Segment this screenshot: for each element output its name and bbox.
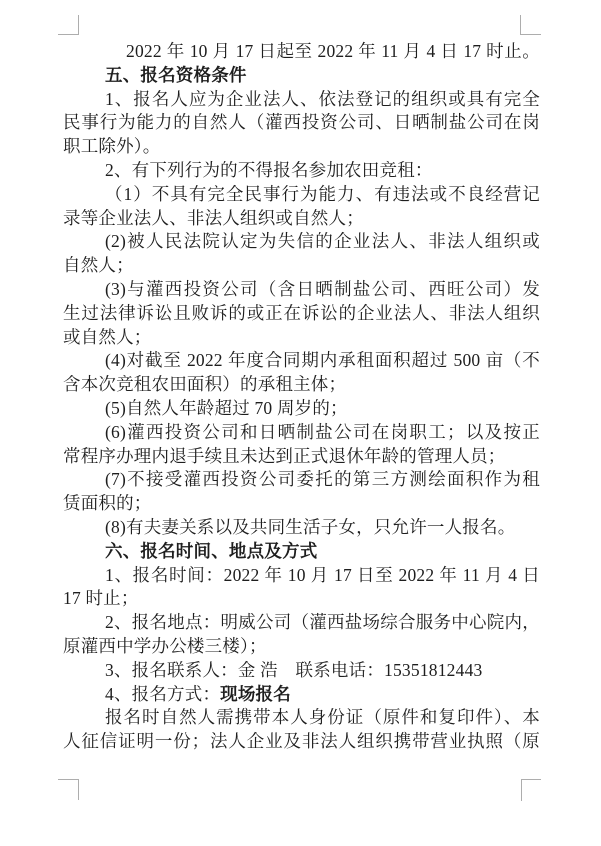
text-run: 六、报名时间、地点及方式 xyxy=(105,540,318,561)
text-line xyxy=(63,373,540,397)
text-run: 17 时止； xyxy=(63,588,139,609)
text-line xyxy=(63,111,540,135)
text-run: 人征信证明一份；法人企业及非法人组织携带营业执照（原 xyxy=(63,731,540,752)
document-body xyxy=(63,40,540,754)
text-line xyxy=(63,88,540,112)
text-run: 2022 年 10 月 17 日起至 2022 年 11 月 4 日 17 时止。 xyxy=(126,41,540,61)
text-line xyxy=(63,230,540,254)
text-line xyxy=(63,397,540,421)
text-run: 赁面积的； xyxy=(63,493,152,514)
text-run: 2、有下列行为的不得报名参加农田竞租： xyxy=(105,159,433,180)
text-run: 自然人； xyxy=(63,255,134,276)
text-line xyxy=(63,278,540,302)
text-line xyxy=(63,468,540,492)
text-line xyxy=(63,207,540,231)
text-line xyxy=(63,40,540,64)
text-run: 1、报名时间：2022 年 10 月 17 日至 2022 年 11 月 4 日 xyxy=(105,564,540,585)
text-line xyxy=(63,564,540,588)
text-line xyxy=(63,587,540,611)
text-run: 生过法律诉讼且败诉的或正在诉讼的企业法人、非法人组织 xyxy=(63,302,540,323)
crop-mark-top-right-icon xyxy=(520,15,541,35)
text-run: (5)自然人年龄超过 70 周岁的； xyxy=(105,397,348,418)
text-run: 五、报名资格条件 xyxy=(105,64,247,85)
text-run: 4、报名方式： xyxy=(105,683,221,704)
text-run: 民事行为能力的自然人（灌西投资公司、日晒制盐公司在岗 xyxy=(63,112,540,133)
text-run: 录等企业法人、非法人组织或自然人； xyxy=(63,207,364,228)
section-heading-5-qualifications xyxy=(63,64,540,88)
text-line xyxy=(63,706,540,730)
text-line xyxy=(63,516,540,540)
text-line xyxy=(63,492,540,516)
text-line xyxy=(63,445,540,469)
text-run: 或自然人； xyxy=(63,326,152,347)
text-run: (6)灌西投资公司和日晒制盐公司在岗职工；以及按正 xyxy=(105,421,540,442)
text-line xyxy=(63,611,540,635)
text-run: 原灌西中学办公楼三楼）； xyxy=(63,635,267,656)
text-line xyxy=(63,254,540,278)
crop-mark-bottom-right-icon xyxy=(521,779,541,801)
crop-mark-bottom-left-icon xyxy=(58,779,79,800)
text-line xyxy=(63,183,540,207)
text-line xyxy=(63,135,540,159)
section-heading-6-registration xyxy=(63,540,540,564)
crop-mark-top-left-icon xyxy=(58,15,79,35)
text-line xyxy=(63,730,540,754)
text-run: (3)与灌西投资公司（含日晒制盐公司、西旺公司）发 xyxy=(105,278,540,299)
text-run: 含本次竞租农田面积）的承租主体； xyxy=(63,374,347,395)
text-run: (4)对截至 2022 年度合同期内承租面积超过 500 亩（不 xyxy=(105,350,540,371)
text-line xyxy=(63,635,540,659)
text-line xyxy=(63,302,540,326)
bold-text-run: 现场报名 xyxy=(220,683,291,704)
text-line xyxy=(63,349,540,373)
text-run: （1）不具有完全民事行为能力、有违法或不良经营记 xyxy=(105,183,540,204)
text-line xyxy=(63,421,540,445)
text-run: (8)有夫妻关系以及共同生活子女，只允许一人报名。 xyxy=(105,516,516,537)
text-run: (2)被人民法院认定为失信的企业法人、非法人组织或 xyxy=(105,231,540,252)
text-run: 报名时自然人需携带本人身份证（原件和复印件）、本 xyxy=(105,707,540,728)
registration-method-line xyxy=(63,683,540,707)
text-run: (7)不接受灌西投资公司委托的第三方测绘面积作为租 xyxy=(105,469,540,490)
text-run: 3、报名联系人：金 浩 联系电话：15351812443 xyxy=(105,659,483,680)
contact-line xyxy=(63,659,540,683)
text-line xyxy=(63,326,540,350)
text-run: 职工除外）。 xyxy=(63,136,161,157)
text-line xyxy=(63,159,540,183)
text-run: 常程序办理内退手续且未达到正式退休年龄的管理人员； xyxy=(63,445,506,466)
text-run: 2、报名地点：明威公司（灌西盐场综合服务中心院内， xyxy=(105,612,540,633)
text-run: 1、报名人应为企业法人、依法登记的组织或具有完全 xyxy=(105,88,540,109)
